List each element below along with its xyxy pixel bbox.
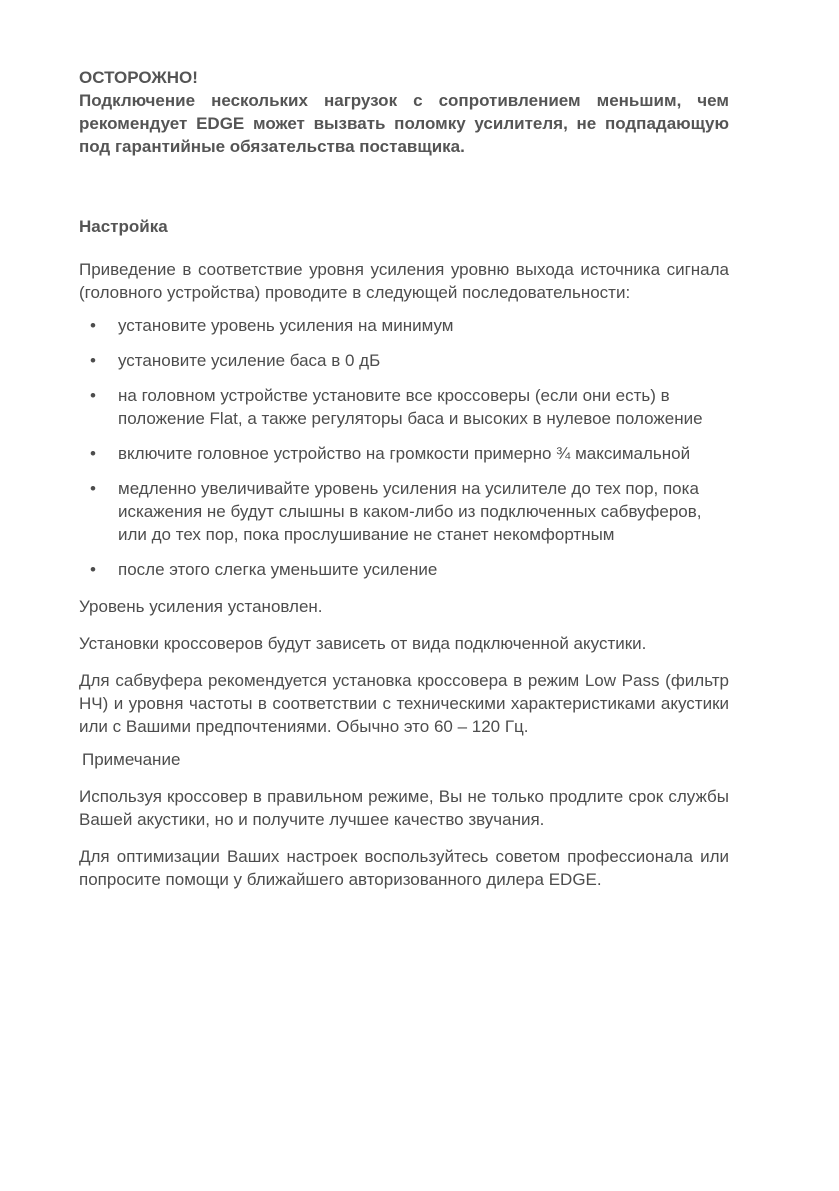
list-item <box>79 442 729 465</box>
bullet-icon: • <box>90 351 96 370</box>
step-text: установите усиление баса в 0 дБ <box>118 351 381 370</box>
bullet-icon: • <box>90 560 96 579</box>
warning-text: Подключение нескольких нагрузок с сопротивлением меньшим, чем рекомендует EDGE может вызвать поломку усилителя, не подпадающую под гарантийные обязательства поставщика. <box>79 91 729 156</box>
bullet-icon: • <box>90 444 96 463</box>
crossover-text: Установки кроссоверов будут зависеть от вида подключенной акустики. <box>79 634 647 653</box>
subwoofer-text: Для сабвуфера рекомендуется установка кроссовера в режим Low Pass (фильтр НЧ) и уровня частоты в соответствии с техническими характеристиками акустики или с Вашими предпочтениями. Обычно это 60 – 120 Гц. <box>79 671 729 736</box>
setup-intro: Приведение в соответствие уровня усиления уровню выхода источника сигнала (головного устройства) проводите в следующей последовательности: <box>79 260 729 302</box>
gain-set-text: Уровень усиления установлен. <box>79 597 323 616</box>
note-text-1: Используя кроссовер в правильном режиме, Вы не только продлите срок службы Вашей акустики, но и получите лучшее качество звучания. <box>79 787 729 829</box>
list-item <box>79 558 729 581</box>
setup-heading: Настройка <box>79 217 168 236</box>
step-text: установите уровень усиления на минимум <box>118 316 454 335</box>
note-text-2: Для оптимизации Ваших настроек воспользуйтесь советом профессионала или попросите помощи у ближайшего авторизованного дилера EDGE. <box>79 847 729 889</box>
step-text: на головном устройстве установите все кроссоверы (если они есть) в положение Flat, а также регуляторы баса и высоких в нулевое положение <box>118 386 703 428</box>
warning-block <box>79 66 729 158</box>
list-item <box>79 314 729 337</box>
list-item <box>79 384 729 430</box>
bullet-icon: • <box>90 479 96 498</box>
manual-page <box>79 66 729 891</box>
warning-title: ОСТОРОЖНО! <box>79 68 198 87</box>
step-text: медленно увеличивайте уровень усиления на усилителе до тех пор, пока искажения не будут слышны в каком-либо из подключенных сабвуферов, или до тех пор, пока прослушивание не станет некомфортным <box>118 479 702 544</box>
note-heading: Примечание <box>82 750 181 769</box>
setup-steps-list <box>79 314 729 581</box>
bullet-icon: • <box>90 386 96 405</box>
bullet-icon: • <box>90 316 96 335</box>
step-text: включите головное устройство на громкости примерно ¾ максимальной <box>118 444 691 463</box>
step-text: после этого слегка уменьшите усиление <box>118 560 438 579</box>
list-item <box>79 349 729 372</box>
list-item <box>79 477 729 546</box>
